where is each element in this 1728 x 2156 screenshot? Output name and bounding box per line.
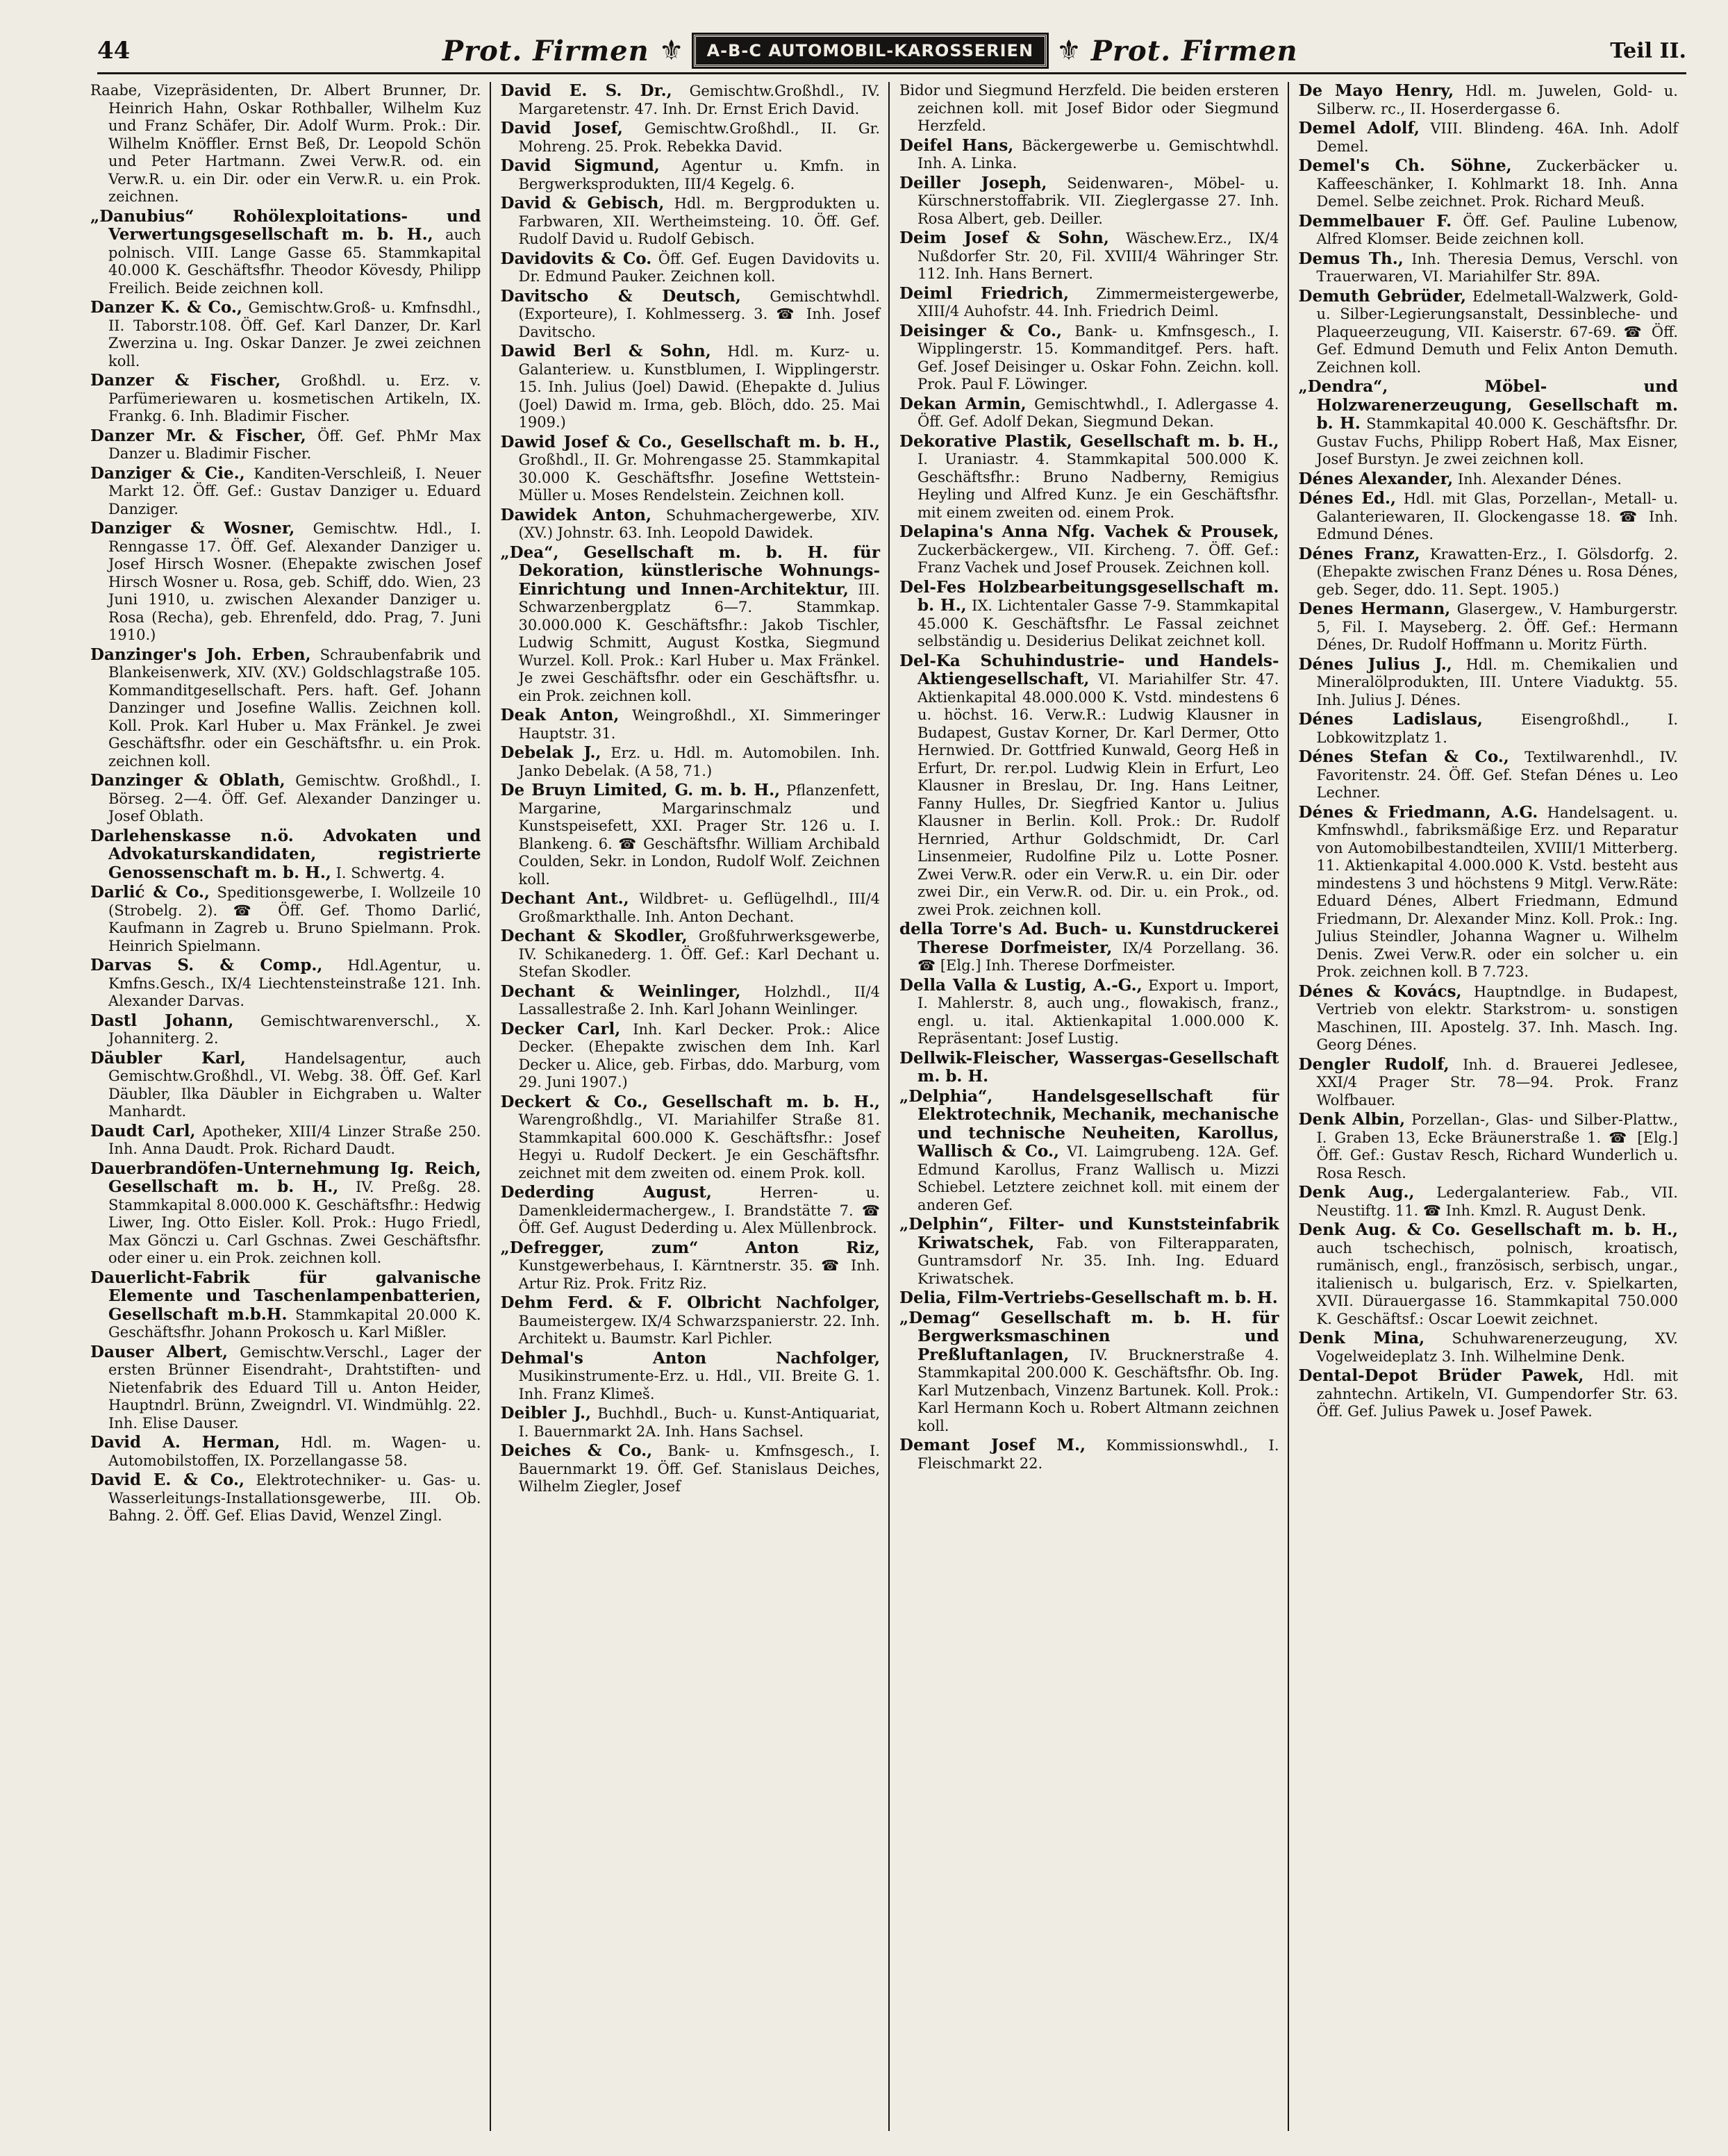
firm-name: Del-Fes Holzbearbeitungsgesellschaft m. b. H., (899, 577, 1279, 615)
firm-name: Della Valla & Lustig, A.-G., (899, 975, 1143, 995)
entry-details: Hdl. mit zahntechn. Artikeln, VI. Gumpendorfer Str. 63. Öff. Gef. Julius Pawek u. Josef Pawek. (1316, 1368, 1678, 1420)
firm-name: De Bruyn Limited, G. m. b. H., (500, 781, 781, 799)
directory-entry (1299, 490, 1679, 544)
directory-entry (1299, 82, 1679, 118)
directory-entry (501, 250, 881, 286)
directory-entry (501, 1184, 881, 1238)
firm-name: Deiller Joseph, (899, 173, 1047, 192)
directory-entry (501, 1020, 881, 1092)
entry-details: Bank- u. Kmfnsgesch., I. Bauernmarkt 19. Öff. Gef. Stanislaus Deiches, Wilhelm Ziegler, Josef (518, 1443, 880, 1495)
entry-details: Gemischtw.Groß- u. Kmfnsdhl., II. Taborstr.108. Öff. Gef. Karl Danzer, Dr. Karl Zwerzina u. Ing. Oskar Danzer. Je zwei zeichnen koll. (108, 299, 481, 370)
entry-details: Bäckergewerbe u. Gemischtwhdl. Inh. A. Linka. (917, 137, 1279, 172)
directory-entry (1299, 157, 1679, 211)
entry-details: Öff. Gef. Eugen Davidovits u. Dr. Edmund Pauker. Zeichnen koll. (518, 250, 880, 285)
entry-details: Holzhdl., II/4 Lassallestraße 2. Inh. Karl Johann Weinlinger. (518, 983, 880, 1018)
entry-details: Gemischtwhdl. (Exporteure), I. Kohlmesserg. 3. ☎ Inh. Josef Davitscho. (518, 288, 880, 340)
entry-details: Edelmetall-Walzwerk, Gold- u. Silber-Legierungsanstalt, Dessinbleche- und Plaqueerzeugung, VII. Kaiserstr. 67-69. ☎ Öff. Gef. Edmund Demuth und Felix Anton Demuth. Zeichnen koll. (1316, 288, 1678, 376)
firm-name: Dechant & Skodler, (500, 927, 688, 945)
firm-name: Danzer & Fischer, (90, 371, 281, 390)
firm-name: della Torre's Ad. Buch- u. Kunstdruckerei Therese Dorfmeister, (899, 920, 1279, 957)
firm-name: Dastl Johann, (90, 1011, 234, 1030)
directory-entry (90, 827, 481, 883)
firm-name: Deiches & Co., (500, 1441, 653, 1460)
entry-details: auch polnisch. VIII. Lange Gasse 65. Stammkapital 40.000 K. Geschäftsfhr. Theodor Kövesdy, Philipp Freilich. Beide zeichnen koll. (108, 226, 481, 297)
firm-name: Denes Hermann, (1298, 599, 1451, 618)
directory-entry (1299, 1367, 1679, 1421)
directory-entry (899, 1050, 1279, 1086)
directory-entry (90, 956, 481, 1011)
column-2 (490, 82, 889, 2131)
entry-details: Gemischtw.Großhdl., II. Gr. Mohreng. 25. Prok. Rebekka David. (518, 120, 880, 155)
entry-details: Zuckerbäckergew., VII. Kircheng. 7. Öff. Gef.: Franz Vachek und Josef Prousek. Zeichnen koll. (917, 541, 1279, 576)
firm-name: Daudt Carl, (90, 1121, 196, 1141)
directory-entry (501, 1294, 881, 1348)
header-center (442, 35, 1298, 67)
firm-name: Denk Albin, (1298, 1110, 1406, 1129)
directory-entry (1299, 1221, 1679, 1328)
entry-details: Hdl. m. Juwelen, Gold- u. Silberw. rc., II. Hoserdergasse 6. (1316, 83, 1678, 117)
firm-name: Denk Aug., (1298, 1183, 1415, 1202)
entry-details: Erz. u. Hdl. m. Automobilen. Inh. Janko Debelak. (A 58, 71.) (518, 745, 880, 779)
directory-entry (899, 322, 1279, 394)
directory-entry (90, 1122, 481, 1159)
firm-name: „Defregger, zum“ Anton Riz, (500, 1238, 880, 1257)
firm-name: Darvas S. & Comp., (90, 956, 323, 975)
directory-entry (899, 229, 1279, 283)
directory-entry (899, 137, 1279, 173)
entry-details: I. Schwertg. 4. (335, 864, 445, 881)
directory-entry (501, 1093, 881, 1183)
firm-name: Denk Mina, (1298, 1329, 1425, 1348)
entry-details: III. Schwarzenbergplatz 6—7. Stammkap. 30.000.000 K. Geschäftsfhr.: Jakob Tischler, Ludwig Schmitt, August Kostka, Siegmund Wurzel. Koll. Prok.: Karl Huber u. Max Fränkel. Je zwei Geschäftsfhr. oder ein Geschäftsfhr. u. ein Prok. zeichnen koll. (518, 581, 880, 704)
firm-name: David & Gebisch, (500, 194, 665, 213)
directory-entry (1299, 656, 1679, 710)
directory-entry (90, 1343, 481, 1433)
firm-name: Dechant Ant., (500, 889, 629, 908)
directory-entry (501, 890, 881, 926)
firm-name: Demel Adolf, (1298, 119, 1420, 138)
header-right-title: Prot. Firmen (1090, 34, 1298, 67)
entry-details: Handelsagentur, auch Gemischtw.Großhdl., VI. Webg. 38. Öff. Gef. Karl Däubler, Ilka Däubler in Eichgraben u. Walter Manhardt. (108, 1050, 481, 1120)
entry-details: Musikinstrumente-Erz. u. Hdl., VII. Breite G. 1. Inh. Franz Klimeš. (518, 1368, 880, 1402)
firm-name: Del-Ka Schuhindustrie- und Handels-Aktiengesellschaft, (899, 651, 1279, 688)
directory-entry (90, 1269, 481, 1342)
firm-name: Dechant & Weinlinger, (500, 981, 741, 1001)
firm-name: Denk Aug. & Co. Gesellschaft m. b. H., (1298, 1220, 1678, 1239)
firm-name: Danzer K. & Co., (90, 298, 242, 317)
entry-details: VI. Laimgrubeng. 12A. Gef. Edmund Karollus, Franz Wallisch u. Mizzi Schiebel. Letztere zeichnet koll. mit einem der anderen Gef. (917, 1143, 1279, 1213)
directory-entry (501, 82, 881, 118)
directory-entry (90, 646, 481, 771)
directory-entry (501, 433, 881, 505)
entry-details: IX. Lichtentaler Gasse 7-9. Stammkapital 45.000 K. Geschäftsfhr. Le Fassal zeichnet selbständig u. Desiderius Delikat zeichnet koll. (917, 597, 1279, 649)
entry-details: Gemischtw. Hdl., I. Renngasse 17. Öff. Gef. Alexander Danziger u. Josef Hirsch Wosner. (Ehepakte zwischen Josef Hirsch Wosner u. Rosa, geb. Schiff, ddo. Wien, 23 Juni 1910, u. zwischen Alexander Danziger u. Rosa (Recha), geb. Ehrenfeld, ddo. Prag, 7. Juni 1910.) (108, 520, 481, 643)
columns (90, 82, 1686, 2131)
entry-details: Handelsagent. u. Kmfnswhdl., fabriksmäßige Erz. und Reparatur von Automobilbestandteilen, XVIII/1 Mitterberg. 11. Aktienkapital 4.000.000 K. Vstd. besteht aus mindestens 3 und höchstens 9 Mitgl. Verw.Räte: Eduard Dénes, Albert Friedmann, Edmund Friedmann, Dr. Alexander Minz. Koll. Prok.: Ing. Julius Steindler, Johanna Wagner u. Wilhelm Denis. Zwei Verw.R. oder ein solcher u. ein Prok. zeichnen koll. B 7.723. (1316, 804, 1678, 980)
firm-name: „Demag“ Gesellschaft m. b. H. für Bergwerksmaschinen und Preßluftanlagen, (899, 1308, 1279, 1364)
firm-name: „Dea“, Gesellschaft m. b. H. für Dekoration, künstlerische Wohnungs-Einrichtung und Innen-Architektur, (500, 542, 880, 599)
directory-entry (899, 395, 1279, 431)
firm-name: De Mayo Henry, (1298, 82, 1454, 100)
entry-details: Hdl. m. Chemikalien und Mineralölprodukten, III. Untere Viaduktg. 55. Inh. Julius J. Dénes. (1316, 656, 1678, 708)
firm-name: Dénes & Kovács, (1298, 981, 1462, 1001)
entry-details: Glasergew., V. Hamburgerstr. 5, Fil. I. Mayseberg. 2. Öff. Gef.: Hermann Dénes, Dr. Rudolf Hoffmann u. Moritz Fürth. (1316, 601, 1678, 653)
firm-name: Davidovits & Co. (500, 249, 652, 268)
firm-name: Dauerlicht-Fabrik für galvanische Elemente und Taschenlampenbatterien, Gesellschaft m.b.H. (90, 1268, 481, 1324)
section-label: Teil II. (1610, 38, 1686, 63)
entry-details: Bidor und Siegmund Herzfeld. Die beiden ersteren zeichnen koll. mit Josef Bidor oder Siegmund Herzfeld. (899, 82, 1279, 134)
column-1 (90, 82, 490, 2131)
directory-entry (501, 544, 881, 706)
directory-entry (501, 744, 881, 780)
entry-details: Hdl. m. Wagen- u. Automobilstoffen, IX. Porzellangasse 58. (108, 1434, 481, 1469)
directory-entry (1299, 250, 1679, 286)
directory-entry (90, 427, 481, 463)
entry-details: Inh. d. Brauerei Jedlesee, XXI/4 Prager Str. 78—94. Prok. Franz Wolfbauer. (1316, 1056, 1678, 1109)
directory-entry (899, 579, 1279, 651)
entry-details: Kommissionswhdl., I. Fleischmarkt 22. (917, 1437, 1279, 1472)
directory-entry (1299, 600, 1679, 654)
directory-entry (899, 174, 1279, 229)
entry-details: IV. Preßg. 28. Stammkapital 8.000.000 K. Geschäftsfhr.: Hedwig Liwer, Ing. Otto Eisler. Koll. Prok.: Hugo Friedl, Max Gönczi u. Carl Gschnas. Zwei Geschäftsfhr. oder einer u. ein Prok. zeichnen koll. (108, 1179, 481, 1266)
entry-details: IV. Brucknerstraße 4. Stammkapital 200.000 K. Geschäftsfhr. Ob. Ing. Karl Mutzenbach, Vinzenz Bartunek. Koll. Prok.: Karl Hermann Koch u. Robert Altmann zeichnen koll. (917, 1346, 1279, 1434)
firm-name: David E. & Co., (90, 1470, 245, 1489)
entry-details: Großfuhrwerksgewerbe, IV. Schikanederg. 1. Öff. Gef.: Karl Dechant u. Stefan Skodler. (518, 928, 880, 980)
firm-name: Delia, Film-Vertriebs-Gesellschaft m. b. H. (899, 1288, 1278, 1307)
directory-entry (1299, 1056, 1679, 1110)
firm-name: Danzinger's Joh. Erben, (90, 645, 311, 664)
firm-name: Davitscho & Deutsch, (500, 286, 741, 306)
firm-name: Dehmal's Anton Nachfolger, (500, 1348, 880, 1368)
firm-name: Decker Carl, (500, 1019, 621, 1038)
directory-entry (90, 772, 481, 826)
entry-details: Speditionsgewerbe, I. Wollzeile 10 (Strobelg. 2). ☎ Öff. Gef. Thomo Darlić, Kaufmann in Zagreb u. Bruno Spielmann. Prok. Heinrich Spielmann. (108, 884, 481, 954)
directory-entry (1299, 288, 1679, 377)
entry-details: Großhdl., II. Gr. Mohrengasse 25. Stammkapital 30.000 K. Geschäftsfhr. Josefine Wettstein-Müller u. Moses Rendelstein. Zeichnen koll. (518, 451, 880, 504)
entry-details: Schraubenfabrik und Blankeisenwerk, XIV. (XV.) Goldschlagstraße 105. Kommanditgesellschaft. Pers. haft. Gef. Johann Danzinger und Josefine Wallis. Zeichnen koll. Koll. Prok. Karl Huber u. Max Fränkel. Je zwei Geschäftsfhr. oder ein Geschäftsfhr. u. ein Prok. zeichnen koll. (108, 646, 481, 770)
entry-details: Seidenwaren-, Möbel- u. Kürschnerstoffabrik. VII. Zieglergasse 27. Inh. Rosa Albert, geb. Deiller. (917, 174, 1279, 227)
directory-entry (899, 1309, 1279, 1436)
firm-name: Dénes Alexander, (1298, 469, 1454, 488)
firm-name: „Delphin“, Filter- und Kunststeinfabrik Kriwatschek, (899, 1215, 1279, 1252)
entry-details: Hdl. mit Glas, Porzellan-, Metall- u. Galanteriewaren, II. Glockengasse 18. ☎ Inh. Edmund Dénes. (1316, 490, 1678, 542)
entry-details: Gemischtwarenverschl., X. Johanniterg. 2. (108, 1012, 481, 1047)
firm-name: Demus Th., (1298, 249, 1404, 268)
firm-name: Deibler J., (500, 1404, 592, 1423)
entry-details: Herren- u. Damenkleidermachergew., I. Brandstätte 7. ☎ Öff. Gef. August Dederding u. Alex Müllenbrock. (518, 1184, 880, 1236)
directory-entry (1299, 213, 1679, 249)
directory-entry (1299, 1111, 1679, 1182)
column-3 (888, 82, 1288, 2131)
directory-entry (1299, 1329, 1679, 1366)
entry-details: Baumeistergew. IX/4 Schwarzspanierstr. 22. Inh. Architekt u. Baumstr. Karl Pichler. (518, 1312, 880, 1347)
entry-details: Kanditen-Verschleiß, I. Neuer Markt 12. Öff. Gef.: Gustav Danziger u. Eduard Danziger. (108, 465, 481, 517)
firm-name: Dénes Julius J., (1298, 654, 1452, 674)
entry-details: Großhdl. u. Erz. v. Parfümeriewaren u. kosmetischen Artikeln, IX. Frankg. 6. Inh. Bladimir Fischer. (108, 372, 481, 424)
entry-details: Stammkapital 20.000 K. Geschäftsfhr. Johann Prokosch u. Karl Mißler. (108, 1306, 481, 1341)
directory-entry (899, 82, 1279, 135)
directory-entry (90, 520, 481, 645)
firm-name: Deak Anton, (500, 706, 620, 724)
entry-details: IX/4 Porzellang. 36. ☎ [Elg.] Inh. Therese Dorfmeister. (917, 939, 1279, 974)
firm-name: Dawid Berl & Sohn, (500, 342, 711, 360)
directory-entry (501, 781, 881, 888)
directory-entry (501, 506, 881, 542)
firm-name: Däubler Karl, (90, 1048, 246, 1068)
entry-details: Hdl.Agentur, u. Kmfns.Gesch., IX/4 Liechtensteinstraße 121. Inh. Alexander Darvas. (108, 957, 481, 1009)
entry-details: Gemischtw.Verschl., Lager der ersten Brünner Eisendraht-, Drahtstiften- und Nietenfabrik des Eduard Till u. Anton Heider, Hauptndrl. Brünn, Zweigndrl. VI. Windmühlg. 22. Inh. Elise Dauser. (108, 1343, 481, 1432)
firm-name: Dauerbrandöfen-Unternehmung Ig. Reich, Gesellschaft m. b. H., (90, 1159, 481, 1196)
firm-name: Demel's Ch. Söhne, (1298, 156, 1512, 175)
column-4 (1288, 82, 1687, 2131)
entry-details: Kunstgewerbehaus, I. Kärntnerstr. 35. ☎ Inh. Artur Riz. Prok. Fritz Riz. (518, 1257, 880, 1292)
firm-name: David Josef, (500, 119, 623, 138)
directory-entry (1299, 378, 1679, 469)
entry-details: Ledergalanteriew. Fab., VII. Neustiftg. 11. ☎ Inh. Kmzl. R. August Denk. (1316, 1184, 1678, 1219)
entry-details: VI. Mariahilfer Str. 47. Aktienkapital 48.000.000 K. Vstd. mindestens 6 u. höchst. 16. Verw.R.: Ludwig Klausner in Budapest, Gustav Korner, Dr. Karl Dermer, Otto Hernwied. Dr. Gottfried Kunwald, Georg Heß in Erfurt, Dr. rer.pol. Ludwig Klein in Erfurt, Leo Klausner in Breslau, Dr. Ing. Hans Leitner, Fanny Hulles, Dr. Siegfried Kantor u. Julius Klausner in Berlin. Koll. Prok.: Dr. Rudolf Hernried, Arthur Goldschmidt, Dr. Carl Linsenmeier, Rudolfine Pilz u. Lotte Posner. Zwei Verw.R. oder ein Verw.R. u. ein Dir. oder zwei Dir., ein Verw.R. od. Dir. u. ein Prok., od. zwei Prok. zeichnen koll. (917, 671, 1279, 918)
firm-name: Dellwik-Fleischer, Wassergas-Gesellschaft m. b. H. (899, 1048, 1279, 1086)
directory-entry (1299, 119, 1679, 156)
entry-details: Schuhwarenerzeugung, XV. Vogelweideplatz 3. Inh. Wilhelmine Denk. (1316, 1330, 1678, 1365)
entry-details: Bank- u. Kmfnsgesch., I. Wipplingerstr. 15. Kommanditgef. Pers. haft. Gef. Josef Deisinger u. Oskar Fohn. Zeichn. koll. Prok. Paul F. Löwinger. (917, 322, 1279, 392)
firm-name: Dénes Ladislaus, (1298, 710, 1483, 729)
firm-name: Demuth Gebrüder, (1298, 286, 1467, 306)
firm-name: Danziger & Wosner, (90, 519, 295, 538)
entry-details: Hdl. m. Kurz- u. Galanteriew. u. Kunstblumen, I. Wipplingerstr. 15. Inh. Julius (Joel) Dawid. (Ehepakte d. Julius (Joel) Dawid m. Irma, geb. Blöch, ddo. 25. Mai 1909.) (518, 343, 880, 431)
firm-name: Darlić & Co., (90, 883, 210, 902)
firm-name: Dehm Ferd. & F. Olbricht Nachfolger, (500, 1293, 880, 1312)
directory-entry (501, 119, 881, 156)
directory-entry (1299, 545, 1679, 599)
firm-name: David E. S. Dr., (500, 82, 672, 100)
entry-details: Inh. Karl Decker. Prok.: Alice Decker. (Ehepakte zwischen dem Inh. Karl Decker u. Alice, geb. Firbas, ddo. Marburg, vom 29. Juni 1907.) (518, 1020, 880, 1091)
directory-entry (1299, 470, 1679, 489)
entry-details: Wäschew.Erz., IX/4 Nußdorfer Str. 20, Fil. XVIII/4 Währinger Str. 112. Inh. Hans Bernert. (917, 230, 1279, 282)
ornament-right-icon: ⚜ (1056, 35, 1081, 67)
firm-name: Dauser Albert, (90, 1342, 228, 1361)
firm-name: David A. Herman, (90, 1433, 281, 1452)
entry-details: Buchhdl., Buch- u. Kunst-Antiquariat, I. Bauernmarkt 2A. Inh. Hans Sachsel. (518, 1405, 881, 1440)
entry-details: Öff. Gef. PhMr Max Danzer u. Bladimir Fischer. (108, 427, 481, 462)
firm-name: Demmelbauer F. (1298, 211, 1452, 231)
directory-entry (90, 1050, 481, 1121)
firm-name: Dénes & Friedmann, A.G. (1298, 802, 1538, 822)
directory-entry (1299, 983, 1679, 1054)
directory-entry (501, 157, 881, 193)
entry-details: Hdl. m. Bergprodukten u. Farbwaren, XII. Wertheimsteing. 10. Öff. Gef. Rudolf David u. Rudolf Gebisch. (518, 195, 880, 247)
entry-details: Fab. von Filterapparaten, Guntramsdorf Nr. 35. Inh. Ing. Eduard Kriwatschek. (917, 1234, 1279, 1287)
entry-details: Raabe, Vizepräsidenten, Dr. Albert Brunner, Dr. Heinrich Hahn, Oskar Rothballer, Wilhelm Kuz und Franz Schäfer, Dir. Adolf Wurm. Prok.: Dir. Wilhelm Knöffler. Ernst Beß, Dr. Leopold Schön und Peter Hartmann. Zwei Verw.R. od. ein Verw.R. u. ein Dir. oder ein Verw.R. u. ein Prok. zeichnen. (90, 82, 481, 205)
firm-name: David Sigmund, (500, 156, 660, 175)
firm-name: Dekorative Plastik, Gesellschaft m. b. H., (899, 431, 1279, 451)
entry-details: Hauptndlge. in Budapest, Vertrieb von elektr. Starkstrom- u. sonstigen Maschinen, III. Apostelg. 37. Inh. Masch. Ing. Georg Dénes. (1316, 983, 1679, 1053)
directory-entry (899, 652, 1279, 920)
directory-entry (90, 372, 481, 426)
directory-entry (899, 433, 1279, 522)
entry-details: Pflanzenfett, Margarine, Margarinschmalz und Kunstspeisefett, XXI. Prager Str. 126 u. I. Blankeng. 6. ☎ Geschäftsfhr. William Archibald Coulden, Sekr. in London, Rudolf Wolf. Zeichnen koll. (518, 782, 880, 888)
entry-details: Inh. Theresia Demus, Verschl. von Trauerwaren, VI. Mariahilfer Str. 89A. (1316, 250, 1678, 285)
directory-entry (501, 1239, 881, 1293)
page-number: 44 (97, 37, 131, 65)
entry-details: Wildbret- u. Geflügelhdl., III/4 Großmarkthalle. Inh. Anton Dechant. (518, 890, 880, 925)
entry-details: I. Uraniastr. 4. Stammkapital 500.000 K. Geschäftsfhr.: Bruno Nadberny, Remigius Heyling und Alfred Kunz. Je ein Geschäftsfhr. mit einem zweiten od. einem Prok. (917, 451, 1279, 521)
firm-name: Deisinger & Co., (899, 321, 1062, 340)
firm-name: Dengler Rudolf, (1298, 1054, 1449, 1074)
directory-entry (899, 1216, 1279, 1288)
directory-entry (899, 285, 1279, 321)
directory-entry (1299, 804, 1679, 981)
entry-details: Zimmermeistergewerbe, XIII/4 Auhofstr. 44. Inh. Friedrich Deiml. (917, 285, 1279, 320)
firm-name: Danzinger & Oblath, (90, 771, 285, 790)
directory-entry (1299, 711, 1679, 747)
directory-entry (899, 920, 1279, 975)
entry-details: Apotheker, XIII/4 Linzer Straße 250. Inh. Anna Daudt. Prok. Richard Daudt. (108, 1122, 481, 1157)
directory-entry (90, 1160, 481, 1268)
directory-entry (501, 194, 881, 249)
entry-details: Öff. Gef. Pauline Lubenow, Alfred Klomser. Beide zeichnen koll. (1316, 213, 1678, 247)
directory-entry (90, 1012, 481, 1048)
header-banner: A-B-C AUTOMOBIL-KAROSSERIEN (694, 35, 1047, 67)
firm-name: Dénes Franz, (1298, 544, 1420, 563)
directory-entry (90, 299, 481, 370)
entry-details: Stammkapital 40.000 K. Geschäftsfhr. Dr. Gustav Fuchs, Philipp Robert Haß, Max Eisner, Josef Burstyn. Je zwei zeichnen koll. (1316, 415, 1678, 467)
directory-entry (90, 82, 481, 206)
directory-entry (899, 523, 1279, 577)
firm-name: Dental-Depot Brüder Pawek, (1298, 1366, 1584, 1385)
firm-name: Debelak J., (500, 743, 601, 762)
firm-name: Darlehenskasse n.ö. Advokaten und Advokaturskandidaten, registrierte Genossenschaft m. b. H., (90, 826, 481, 882)
firm-name: Dénes Ed., (1298, 489, 1397, 508)
entry-details: Krawatten-Erz., I. Gölsdorfg. 2. (Ehepakte zwischen Franz Dénes u. Rosa Dénes, geb. Seger, ddo. 11. Sept. 1905.) (1316, 545, 1678, 598)
firm-name: „Danubius“ Rohölexploitations- und Verwertungsgesellschaft m. b. H., (90, 206, 481, 244)
firm-name: Dawid Josef & Co., Gesellschaft m. b. H., (500, 432, 880, 451)
directory-entry (899, 1289, 1279, 1308)
directory-entry (899, 1088, 1279, 1215)
firm-name: Deim Josef & Sohn, (899, 229, 1109, 247)
directory-entry (501, 1442, 881, 1496)
firm-name: Danzer Mr. & Fischer, (90, 426, 306, 445)
ornament-left-icon: ⚜ (658, 35, 684, 67)
entry-details: Schuhmachergewerbe, XIV. (XV.) Johnstr. 63. Inh. Leopold Dawidek. (518, 506, 880, 541)
entry-details: Weingroßhdl., XI. Simmeringer Hauptstr. 31. (518, 707, 881, 742)
directory-entry (501, 983, 881, 1019)
entry-details: Elektrotechniker- u. Gas- u. Wasserleitungs-Installationsgewerbe, III. Ob. Bahng. 2. Öff. Gef. Elias David, Wenzel Zingl. (108, 1472, 481, 1524)
firm-name: Dénes Stefan & Co., (1298, 747, 1509, 766)
header-left-title: Prot. Firmen (442, 34, 649, 67)
directory-entry (501, 288, 881, 342)
directory-entry (501, 927, 881, 981)
entry-details: Gemischtw. Großhdl., I. Börseg. 2—4. Öff. Gef. Alexander Danzinger u. Josef Oblath. (108, 772, 481, 824)
directory-entry (501, 1404, 881, 1441)
firm-name: Danziger & Cie., (90, 463, 245, 483)
directory-entry (90, 1471, 481, 1525)
entry-details: VIII. Blindeng. 46A. Inh. Adolf Demel. (1316, 120, 1678, 155)
directory-entry (90, 465, 481, 519)
firm-name: „Dendra“, Möbel- und Holzwarenerzeugung, Gesellschaft m. b. H. (1298, 377, 1678, 433)
firm-name: Dawidek Anton, (500, 505, 652, 524)
entry-details: Warengroßhdlg., VI. Mariahilfer Straße 81. Stammkapital 600.000 K. Geschäftsfhr.: Josef Hegyi u. Rudolf Deckert. Je ein Geschäftsfhr. zeichnet mit dem zweiten od. einem Prok. koll. (518, 1111, 880, 1181)
directory-entry (501, 706, 881, 743)
entry-details: Zuckerbäcker u. Kaffeeschänker, I. Kohlmarkt 18. Inh. Anna Demel. Selbe zeichnet. Prok. Richard Meuß. (1316, 158, 1678, 210)
firm-name: Demant Josef M., (899, 1436, 1086, 1454)
firm-name: Dederding August, (500, 1183, 712, 1202)
entry-details: Inh. Alexander Dénes. (1457, 470, 1622, 488)
entry-details: auch tschechisch, polnisch, kroatisch, rumänisch, engl., französisch, serbisch, ungar., italienisch u. bulgarisch, Erz. v. Spielkarten, XVII. Dürauergasse 16. Stammkapital 750.000 K. Geschäftsf.: Oscar Loewit zeichnet. (1316, 1239, 1678, 1327)
directory-entry (501, 1350, 881, 1404)
entry-details: Export u. Import, I. Mahlerstr. 8, auch ung., flowakisch, franz., engl. u. ital. Aktienkapital 1.000.000 K. Repräsentant: Josef Lustig. (917, 977, 1279, 1047)
directory-entry (501, 342, 881, 432)
entry-details: Agentur u. Kmfn. in Bergwerksprodukten, III/4 Kegelg. 6. (518, 158, 880, 192)
firm-name: Deckert & Co., Gesellschaft m. b. H., (500, 1092, 880, 1111)
entry-details: Gemischtw.Großhdl., IV. Margaretenstr. 47. Inh. Dr. Ernst Erich David. (518, 83, 880, 117)
directory-entry (1299, 1184, 1679, 1220)
directory-entry (1299, 748, 1679, 802)
firm-name: Deiml Friedrich, (899, 283, 1070, 303)
directory-entry (899, 977, 1279, 1048)
directory-entry (90, 208, 481, 298)
firm-name: Delapina's Anna Nfg. Vachek & Prousek, (899, 522, 1279, 541)
firm-name: Deifel Hans, (899, 135, 1014, 155)
directory-entry (899, 1436, 1279, 1473)
directory-entry (90, 884, 481, 955)
page-header (97, 29, 1686, 74)
entry-details: Porzellan-, Glas- und Silber-Plattw., I. Graben 13, Ecke Bräunerstraße 1. ☎ [Elg.] Öff. Gef.: Gustav Resch, Richard Wunderlich u. Rosa Resch. (1316, 1111, 1678, 1181)
directory-entry (90, 1434, 481, 1470)
entry-details: Eisengroßhdl., I. Lobkowitzplatz 1. (1316, 711, 1678, 746)
firm-name: „Delphia“, Handelsgesellschaft für Elektrotechnik, Mechanik, mechanische und technische Neuheiten, Karollus, Wallisch & Co., (899, 1086, 1279, 1161)
entry-details: Textilwarenhdl., IV. Favoritenstr. 24. Öff. Gef. Stefan Dénes u. Leo Lechner. (1316, 749, 1678, 801)
firm-name: Dekan Armin, (899, 394, 1027, 413)
entry-details: Gemischtwhdl., I. Adlergasse 4. Öff. Gef. Adolf Dekan, Siegmund Dekan. (917, 395, 1279, 430)
